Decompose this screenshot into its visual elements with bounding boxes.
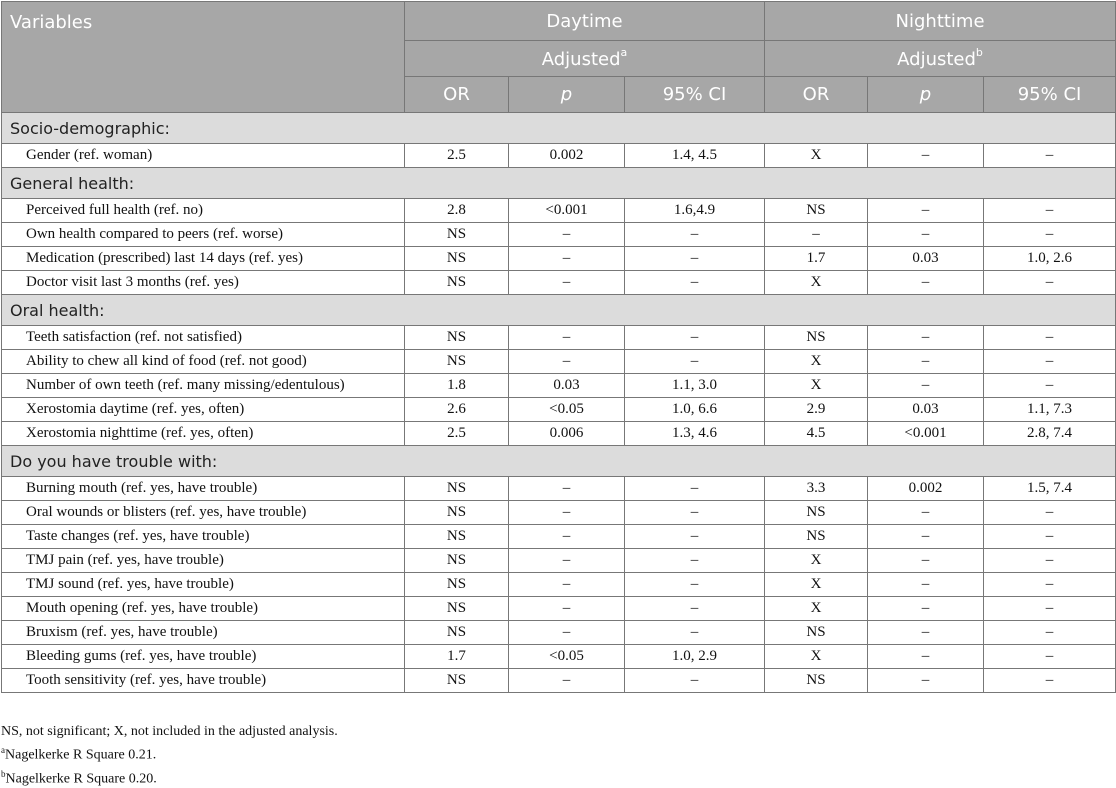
cell-night-ci: 2.8, 7.4 [984,422,1116,446]
table-row [2,374,1116,398]
cell-variable: Mouth opening (ref. yes, have trouble) [2,597,405,621]
cell-night-or: 3.3 [765,477,868,501]
cell-night-p: 0.002 [868,477,984,501]
table-row [2,597,1116,621]
cell-night-or: NS [765,326,868,350]
p-label: p [919,84,932,105]
daytime-adjusted-header [405,41,765,77]
cell-night-ci: – [984,350,1116,374]
cell-day-p: – [509,271,625,295]
section-header-row [2,113,1116,144]
cell-night-p: <0.001 [868,422,984,446]
cell-day-p: – [509,326,625,350]
footnote-a-mark: a [1,745,5,755]
p-label: p [560,84,573,105]
cell-night-p: – [868,669,984,693]
cell-night-p: – [868,645,984,669]
cell-night-or: 4.5 [765,422,868,446]
cell-day-or: NS [405,271,509,295]
cell-night-ci: – [984,525,1116,549]
cell-night-or: NS [765,669,868,693]
cell-day-p: – [509,350,625,374]
cell-day-or: 2.5 [405,144,509,168]
nighttime-adjusted-header [765,41,1116,77]
table-row [2,501,1116,525]
col-header-night-or: OR [765,77,868,113]
cell-day-ci: – [625,326,765,350]
cell-day-ci: 1.0, 6.6 [625,398,765,422]
cell-day-or: NS [405,501,509,525]
cell-variable: Xerostomia nighttime (ref. yes, often) [2,422,405,446]
footnote-abbreviations: NS, not significant; X, not included in the adjusted analysis. [1,724,338,739]
footnote-a [1,741,338,765]
cell-day-p: <0.001 [509,199,625,223]
cell-night-or: NS [765,621,868,645]
footnote-b [1,765,338,788]
cell-night-or: X [765,573,868,597]
section-title: Oral health: [2,295,1116,326]
cell-night-ci: 1.5, 7.4 [984,477,1116,501]
cell-night-p: – [868,223,984,247]
daytime-header: Daytime [405,2,765,41]
cell-variable: TMJ pain (ref. yes, have trouble) [2,549,405,573]
cell-variable: Burning mouth (ref. yes, have trouble) [2,477,405,501]
table-row [2,645,1116,669]
cell-day-p: – [509,501,625,525]
cell-day-or: 2.6 [405,398,509,422]
col-header-day-p [509,77,625,113]
cell-day-ci: – [625,247,765,271]
table-row [2,398,1116,422]
adjusted-label: Adjusted [897,48,976,70]
cell-day-or: NS [405,326,509,350]
footnote-b-text: Nagelkerke R Square 0.20. [5,771,157,787]
cell-variable: Medication (prescribed) last 14 days (ref. yes) [2,247,405,271]
cell-night-ci: – [984,144,1116,168]
cell-night-ci: 1.0, 2.6 [984,247,1116,271]
cell-night-p: 0.03 [868,247,984,271]
cell-variable: Xerostomia daytime (ref. yes, often) [2,398,405,422]
cell-night-ci: 1.1, 7.3 [984,398,1116,422]
cell-night-p: – [868,271,984,295]
cell-day-ci: 1.6,4.9 [625,199,765,223]
cell-day-ci: – [625,621,765,645]
cell-night-p: – [868,525,984,549]
cell-day-or: NS [405,525,509,549]
cell-night-or: 2.9 [765,398,868,422]
cell-night-p: – [868,621,984,645]
cell-day-ci: 1.4, 4.5 [625,144,765,168]
cell-night-ci: – [984,271,1116,295]
table-row [2,223,1116,247]
footnote-b-mark: b [1,768,6,779]
cell-day-p: – [509,597,625,621]
nighttime-header: Nighttime [765,2,1116,41]
cell-day-ci: – [625,669,765,693]
cell-night-p: 0.03 [868,398,984,422]
cell-night-or: X [765,645,868,669]
cell-day-ci: – [625,597,765,621]
cell-night-p: – [868,350,984,374]
cell-night-p: – [868,549,984,573]
cell-day-ci: – [625,271,765,295]
cell-day-ci: 1.0, 2.9 [625,645,765,669]
cell-night-or: – [765,223,868,247]
section-title: Socio-demographic: [2,113,1116,144]
cell-night-or: NS [765,501,868,525]
table-footnotes [1,722,338,788]
cell-variable: Bruxism (ref. yes, have trouble) [2,621,405,645]
cell-night-or: 1.7 [765,247,868,271]
cell-day-or: NS [405,573,509,597]
cell-night-ci: – [984,573,1116,597]
cell-day-or: NS [405,549,509,573]
table-row [2,525,1116,549]
cell-night-p: – [868,501,984,525]
cell-variable: Oral wounds or blisters (ref. yes, have trouble) [2,501,405,525]
col-header-night-ci: 95% CI [984,77,1116,113]
cell-night-ci: – [984,669,1116,693]
cell-day-or: NS [405,621,509,645]
cell-day-or: NS [405,350,509,374]
cell-day-or: 2.5 [405,422,509,446]
adjusted-label: Adjusted [541,48,621,70]
cell-day-p: <0.05 [509,645,625,669]
cell-night-ci: – [984,374,1116,398]
cell-day-p: – [509,223,625,247]
cell-night-ci: – [984,549,1116,573]
section-header-row [2,168,1116,199]
cell-night-or: NS [765,199,868,223]
cell-variable: Number of own teeth (ref. many missing/edentulous) [2,374,405,398]
table-row [2,549,1116,573]
cell-day-ci: – [625,350,765,374]
table-row [2,422,1116,446]
cell-day-ci: – [625,549,765,573]
footnote-a-text: Nagelkerke R Square 0.21. [5,747,157,763]
cell-night-p: – [868,326,984,350]
cell-day-or: NS [405,247,509,271]
col-header-night-p [868,77,984,113]
cell-night-ci: – [984,645,1116,669]
cell-day-ci: – [625,477,765,501]
cell-variable: Doctor visit last 3 months (ref. yes) [2,271,405,295]
table-row [2,350,1116,374]
table-row [2,669,1116,693]
cell-night-or: X [765,597,868,621]
cell-day-ci: 1.1, 3.0 [625,374,765,398]
cell-day-or: 1.7 [405,645,509,669]
cell-day-p: – [509,621,625,645]
cell-night-ci: – [984,597,1116,621]
table-row [2,573,1116,597]
section-header-row [2,446,1116,477]
cell-variable: Tooth sensitivity (ref. yes, have trouble) [2,669,405,693]
cell-day-or: 1.8 [405,374,509,398]
cell-night-ci: – [984,621,1116,645]
variables-header: Variables [2,2,405,113]
cell-day-or: NS [405,477,509,501]
cell-night-ci: – [984,223,1116,247]
cell-night-p: – [868,573,984,597]
header-row-periods [2,2,1116,41]
cell-variable: TMJ sound (ref. yes, have trouble) [2,573,405,597]
cell-day-p: 0.03 [509,374,625,398]
section-title: General health: [2,168,1116,199]
cell-variable: Perceived full health (ref. no) [2,199,405,223]
cell-day-p: – [509,549,625,573]
cell-day-ci: – [625,501,765,525]
cell-day-p: – [509,525,625,549]
cell-night-or: X [765,350,868,374]
section-header-row [2,295,1116,326]
table-row [2,621,1116,645]
cell-variable: Bleeding gums (ref. yes, have trouble) [2,645,405,669]
cell-variable: Gender (ref. woman) [2,144,405,168]
table-row [2,477,1116,501]
footnote-mark-b: b [975,45,983,59]
cell-day-ci: – [625,223,765,247]
cell-day-ci: – [625,573,765,597]
cell-night-ci: – [984,326,1116,350]
cell-day-p: – [509,477,625,501]
col-header-day-ci: 95% CI [625,77,765,113]
table-row [2,199,1116,223]
cell-night-p: – [868,144,984,168]
cell-variable: Ability to chew all kind of food (ref. not good) [2,350,405,374]
cell-day-ci: – [625,525,765,549]
cell-variable: Teeth satisfaction (ref. not satisfied) [2,326,405,350]
cell-night-ci: – [984,501,1116,525]
cell-night-or: X [765,271,868,295]
odds-ratio-table [1,1,1116,693]
cell-day-or: NS [405,223,509,247]
cell-day-p: 0.006 [509,422,625,446]
cell-night-or: X [765,374,868,398]
cell-variable: Taste changes (ref. yes, have trouble) [2,525,405,549]
cell-night-or: X [765,549,868,573]
cell-day-p: – [509,573,625,597]
cell-night-p: – [868,597,984,621]
cell-day-ci: 1.3, 4.6 [625,422,765,446]
cell-day-p: – [509,247,625,271]
cell-day-p: <0.05 [509,398,625,422]
cell-day-or: NS [405,597,509,621]
table-row [2,144,1116,168]
cell-night-p: – [868,199,984,223]
cell-day-p: – [509,669,625,693]
cell-variable: Own health compared to peers (ref. worse) [2,223,405,247]
cell-night-or: NS [765,525,868,549]
cell-day-p: 0.002 [509,144,625,168]
table-row [2,247,1116,271]
cell-day-or: 2.8 [405,199,509,223]
section-title: Do you have trouble with: [2,446,1116,477]
table-row [2,271,1116,295]
footnote-mark-a: a [620,45,628,59]
col-header-day-or: OR [405,77,509,113]
cell-night-or: X [765,144,868,168]
cell-night-p: – [868,374,984,398]
cell-day-or: NS [405,669,509,693]
table-row [2,326,1116,350]
cell-night-ci: – [984,199,1116,223]
